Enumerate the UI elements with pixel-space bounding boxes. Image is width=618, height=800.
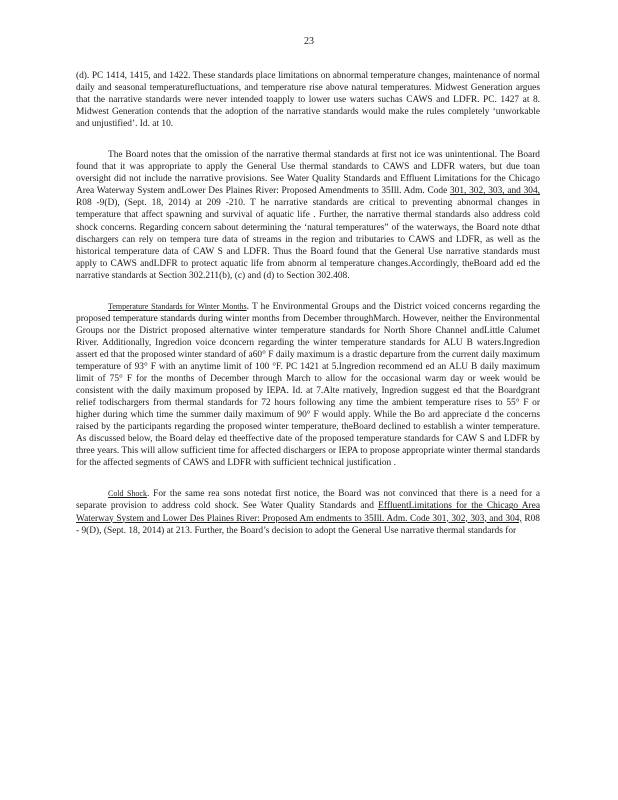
paragraph-text: . For the same rea sons notedat first notice, the Board was not convinced that there is a need for a separate provision to address cold shock. See Water Quality Standards and — [76, 489, 541, 512]
document-body — [76, 70, 540, 537]
paragraph-narrative-standards-argument: (d). PC 1414, 1415, and 1422. These standards place limitations on abnormal temperature changes, maintenance of normal daily and seasonal temperaturefluctuations, and temperature rise above natural temperatures. Midwest Generation argues that the narrative standards were never intended toapply to lower use waters suchas CAWS and LDFR. PC. 1427 at 8. Midwest Generation contends that the adoption of the narrative standards would make the rules completely ‘unworkable and unjustified’. Id. at 10. — [76, 71, 540, 130]
page-number: 23 — [304, 36, 314, 47]
paragraph-text: The Board notes that the omission of the narrative thermal standards at first not ice was unintentional. The Board found that it was appropriate to apply the General Use thermal standards to CAWS and LDFR waters, but due toan oversight did not include the narrative provisions. See Water Quality Standards and Effluent Limitations for the Chicago Area Waterway System andLower Des Plaines River: Proposed Amendments to 35Ill. Adm. Code — [76, 150, 540, 197]
paragraph-gap — [76, 130, 540, 149]
paragraph-text: R08 -9(D), (Sept. 18, 2014) at 209 -210. T he narrative standards are critical to preventing abnormal changes in temperature that affect spawning and survival of aquatic life . Further, the narrative thermal standards also address cold shock concerns. Regarding concern sabout determining the ‘natural temperatures” of the waterways, the Board note dthat dischargers can rely on tempera ture data of streams in the region and tributaries to CAWS and LDFR, as well as the historical temperature data of CAW S and LDFR. Thus the Board found that the General Use narrative standards must apply to CAWS andLDFR to protect aquatic life from abnorm al temperature changes.Accordingly, theBoard add ed the narrative standards at Section 302.211(b), (c) and (d) to Section 302.408. — [76, 198, 540, 281]
section-heading-cold-shock: Cold Shock — [108, 489, 147, 499]
citation-underlined: 301, 302, 303, and 304, — [449, 186, 540, 197]
paragraph-cold-shock — [76, 488, 540, 536]
paragraph-gap — [76, 469, 540, 488]
paragraph-text: . T he Environmental Groups and the District voiced concerns regarding the proposed temperature standards during winter months from December throughMarch. However, neither the Environmental Groups nor the District proposed alternative winter temperature standards for North Shore Channel andLittle Calumet River. Additionally, Ingredion voice dconcern regarding the winter temperature standards for ALU B waters.Ingredion assert ed that the proposed winter standard of a60° F daily maximum is a drastic departure from the current daily maximum temperature of 93° F with an anytime limit of 100 °F. PC 1421 at 5.Ingredion recommend ed an ALU B daily maximum limit of 75° F for the months of December through March to allow for the occasional warm day or week would be consistent with the daily maximum proposed by IEPA. Id. at 7.Alte rnatively, Ingredion suggest ed that the Boardgrant relief todischargers from thermal standards for 72 hours following any time the ambient temperature rises to 55° F or higher during which time the summer daily maximum of 90° F would apply. While the Bo ard appreciate d the concerns raised by the participants regarding the proposed winter temperature, theBoard declined to establish a winter temperature. As discussed below, the Board delay ed theeffective date of the proposed temperature standards for CAW S and LDFR by three years. This will allow sufficient time for affected dischargers or IEPA to propose appropriate winter thermal standards for the affected segments of CAWS and LDFR with sufficient technical justification . — [76, 301, 540, 469]
citation-underlined: EffluentLimitations for the Chicago Area Waterway System and Lower Des Plaines River: Proposed Am endments to 35Ill. Adm. Code 301, 302, 303, and 304, — [76, 501, 540, 524]
section-heading-winter-months: Temperature Standards for Winter Months — [108, 301, 247, 311]
paragraph-board-omission — [76, 149, 540, 282]
paragraph-winter-months — [76, 301, 540, 470]
paragraph-gap — [76, 282, 540, 301]
paragraph-text: R08 - 9(D), (Sept. 18, 2014) at 213. Further, the Board’s decision to adopt the General Use narrative thermal standards for — [76, 513, 540, 536]
